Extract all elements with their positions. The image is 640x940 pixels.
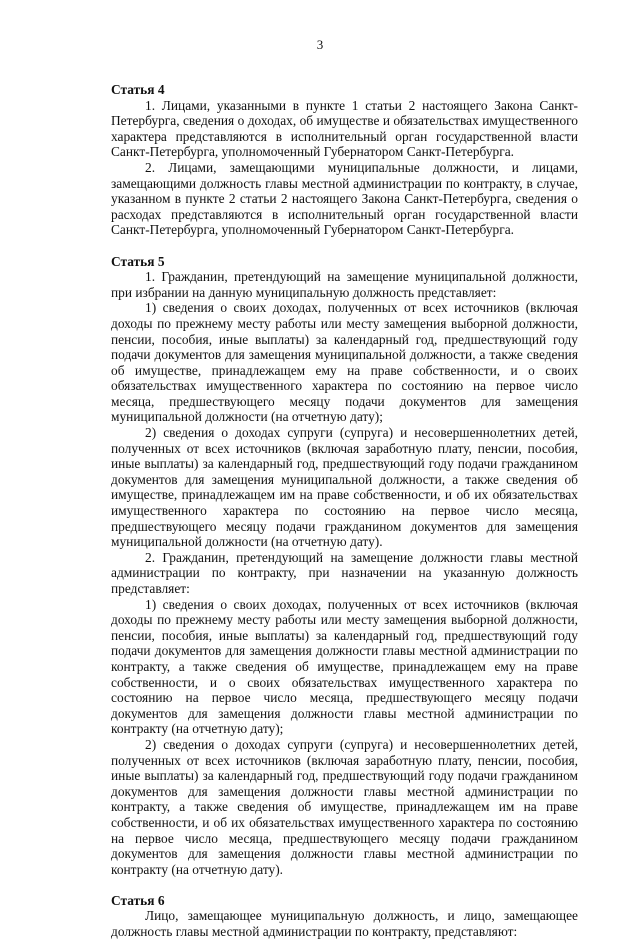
article-6-paragraph-1: Лицо, замещающее муниципальную должность, и лицо, замещающее должность главы местной администрации по контракту, представляют:: [111, 908, 578, 940]
article-5-paragraph-1-item-2: 2) сведения о доходах супруги (супруга) и несовершеннолетних детей, полученных от всех источников (включая заработную плату, пенсии, пособия, иные выплаты) за календарный год, предшествующий году подачи гражданином документов для замещения муниципальной должности, а также сведения об имуществе, принадлежащем им на праве собственности, и об их обязательствах имущественного характера по состоянию на первое число месяца, предшествующего месяцу подачи гражданином документов для замещения муниципальной должности (на отчетную дату).: [111, 425, 578, 550]
article-6-heading: Статья 6: [111, 892, 165, 908]
section-gap: [111, 238, 578, 254]
article-5-paragraph-2: 2. Гражданин, претендующий на замещение должности главы местной администрации по контракту, при назначении на указанную должность представляет:: [111, 549, 578, 596]
article-4-heading: Статья 4: [111, 82, 165, 97]
article-5-paragraph-2-item-2: 2) сведения о доходах супруги (супруга) и несовершеннолетних детей, полученных от всех источников (включая заработную плату, пенсии, пособия, иные выплаты) за календарный год, предшествующий году подачи гражданином документов для замещения должности главы местной администрации по контракту, а также сведения об имуществе, принадлежащем им на праве собственности, и об их обязательствах имущественного характера по состоянию на первое число месяца, предшествующего месяцу подачи гражданином документов для замещения должности главы местной администрации по контракту (на отчетную дату).: [111, 736, 578, 877]
article-5-paragraph-1-item-1: 1) сведения о своих доходах, полученных от всех источников (включая доходы по прежнему месту работы или месту замещения выборной должности, пенсии, пособия, иные выплаты) за календарный год, предшествующий году подачи документов для замещения муниципальной должности, а также сведения об имуществе, принадлежащем ему на праве собственности, и о своих обязательствах имущественного характера по состоянию на первое число месяца, предшествующего месяцу подачи документов для замещения муниципальной должности (на отчетную дату);: [111, 300, 578, 425]
page-number: 3: [316, 37, 324, 52]
article-5-heading: Статья 5: [111, 253, 165, 269]
article-5-paragraph-2-item-1: 1) сведения о своих доходах, полученных от всех источников (включая доходы по прежнему месту работы или месту замещения выборной должности, пенсии, пособия, иные выплаты) за календарный год, предшествующий году подачи документов для замещения должности главы местной администрации по контракту, а также сведения об имуществе, принадлежащем ему на праве собственности, и о своих обязательствах имущественного характера по состоянию на первое число месяца, предшествующего месяцу подачи документов для замещения должности главы местной администрации по контракту (на отчетную дату);: [111, 596, 578, 737]
document-body: [111, 82, 578, 940]
section-gap: [111, 877, 578, 893]
article-5-paragraph-1: 1. Гражданин, претендующий на замещение муниципальной должности, при избрании на данную муниципальную должность представляет:: [111, 269, 578, 300]
article-4-paragraph-1: 1. Лицами, указанными в пункте 1 статьи 2 настоящего Закона Санкт-Петербурга, сведения о доходах, об имуществе и обязательствах имущественного характера представляются в исполнительный орган государственной власти Санкт-Петербурга, уполномоченный Губернатором Санкт-Петербурга.: [111, 97, 578, 160]
article-4-paragraph-2: 2. Лицами, замещающими муниципальные должности, и лицами, замещающими должность главы местной администрации по контракту, в случае, указанном в пункте 2 статьи 2 настоящего Закона Санкт-Петербурга, сведения о расходах представляются в исполнительный орган государственной власти Санкт-Петербурга, уполномоченный Губернатором Санкт-Петербурга.: [111, 159, 578, 238]
